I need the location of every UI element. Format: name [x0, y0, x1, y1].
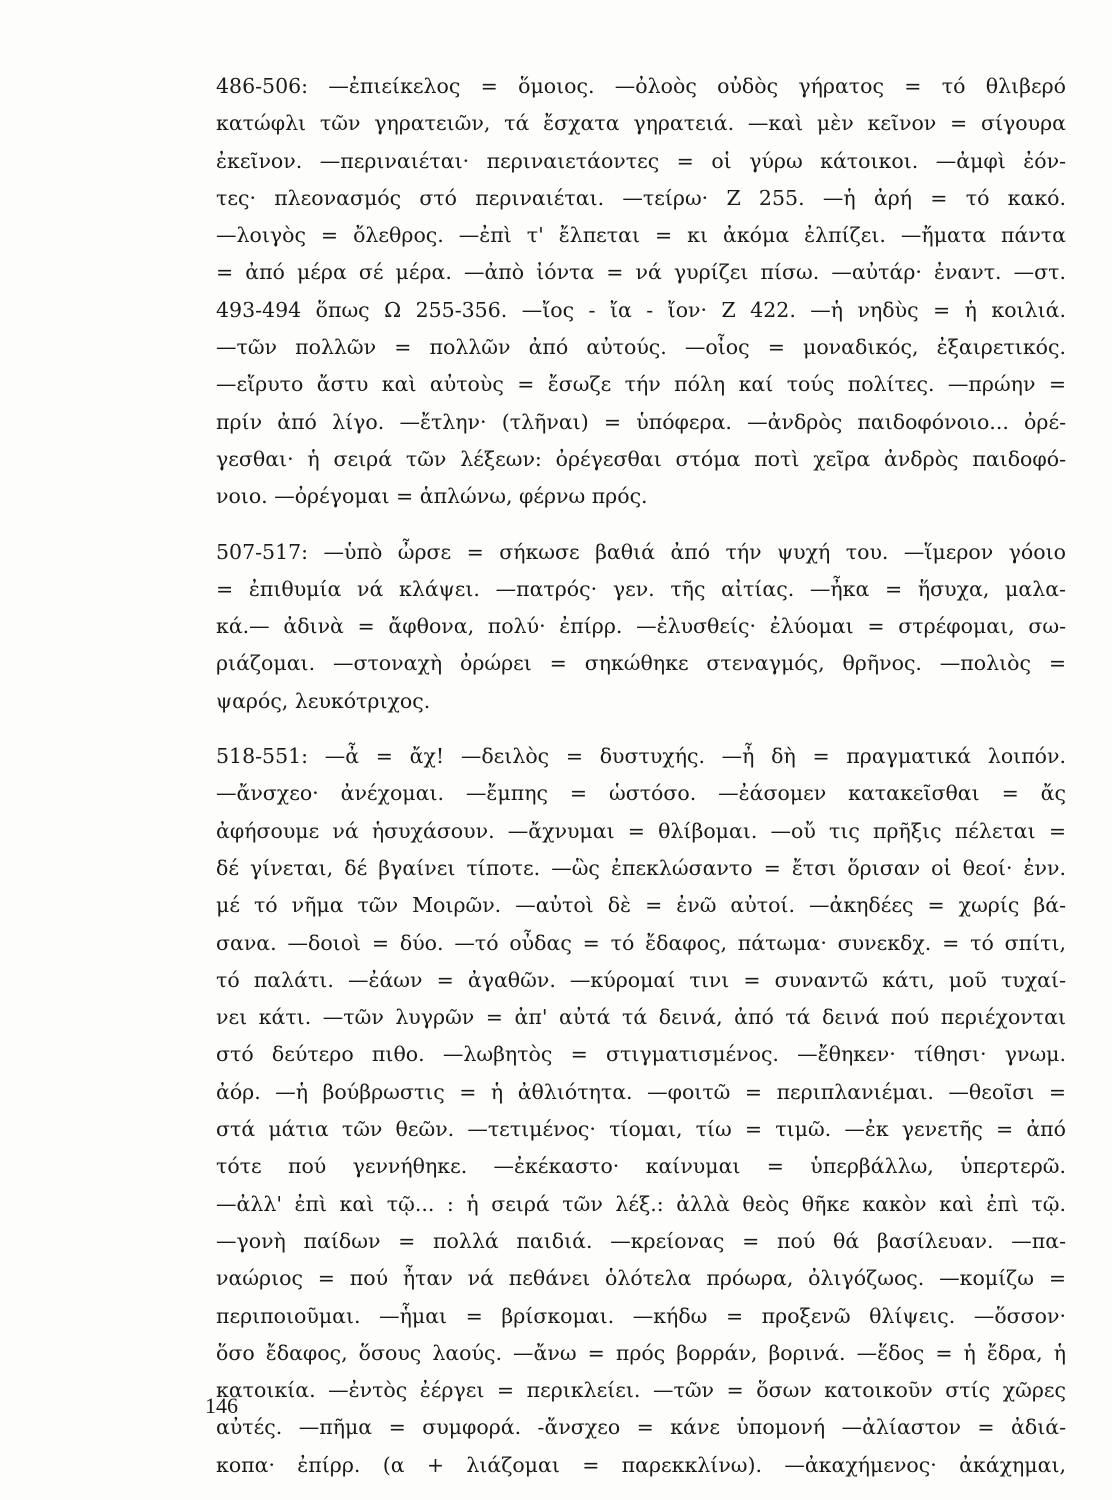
text-line: ἀφήσουμε νά ἡσυχάσουν. —ἄχνυμαι = θλίβομαι. —οὔ τις πρῆξις πέλεται = — [216, 818, 1066, 843]
text-line: 507-517: —ὑπὸ ὦρσε = σήκωσε βαθιά ἀπό τήν ψυχή του. —ἵμερον γόοιο — [216, 539, 1066, 564]
text-line: κά.— ἀδινὰ = ἄφθονα, πολύ· ἐπίρρ. —ἐλυσθείς· ἐλύομαι = στρέφομαι, σω- — [216, 614, 1066, 639]
text-line: ναώριος = πού ἦταν νά πεθάνει ὁλότελα πρόωρα, ὀλιγόζωος. —κομίζω = — [216, 1266, 1066, 1291]
text-line: πρίν ἀπό λίγο. —ἔτλην· (τλῆναι) = ὑπόφερα. —ἀνδρὸς παιδοφόνοιο... ὀρέ- — [216, 409, 1066, 434]
text-line: δέ γίνεται, δέ βγαίνει τίποτε. —ὣς ἐπεκλώσαντο = ἔτσι ὅρισαν οἱ θεοί· ἐνν. — [216, 855, 1066, 880]
text-line: 518-551: —ἆ = ἄχ! —δειλὸς = δυστυχής. —ἦ δὴ = πραγματικά λοιπόν. — [216, 744, 1066, 769]
text-line: —εἴρυτο ἄστυ καὶ αὐτοὺς = ἔσωζε τήν πόλη καί τούς πολίτες. —πρώην = — [216, 372, 1066, 397]
text-line: —ἄνσχεο· ἀνέχομαι. —ἔμπης = ὡστόσο. —ἐάσομεν κατακεῖσθαι = ἄς — [216, 781, 1066, 806]
text-line: τότε πού γεννήθηκε. —ἐκέκαστο· καίνυμαι = ὑπερβάλλω, ὑπερτερῶ. — [216, 1154, 1066, 1179]
text-line: ψαρός, λευκότριχος. — [216, 688, 431, 713]
text-line: —τῶν πολλῶν = πολλῶν ἀπό αὐτούς. —οἶος = μοναδικός, ἐξαιρετικός. — [216, 335, 1066, 360]
commentary-text — [216, 68, 1066, 1484]
text-line: νει κάτι. —τῶν λυγρῶν = ἀπ' αὐτά τά δεινά, ἀπό τά δεινά πού περιέχονται — [216, 1005, 1066, 1030]
text-line: —γονὴ παίδων = πολλά παιδιά. —κρείονας = πού θά βασίλευαν. —πα- — [216, 1228, 1066, 1253]
text-line: —λοιγὸς = ὄλεθρος. —ἐπὶ τ' ἔλπεται = κι ἀκόμα ἐλπίζει. —ἤματα πάντα — [216, 223, 1066, 248]
text-line: στό δεύτερο πιθο. —λωβητὸς = στιγματισμένος. —ἔθηκεν· τίθησι· γνωμ. — [216, 1042, 1066, 1067]
text-line: γεσθαι· ἡ σειρά τῶν λέξεων: ὀρέγεσθαι στόμα ποτὶ χεῖρα ἀνδρὸς παιδοφό- — [216, 446, 1066, 471]
text-line: σανα. —δοιοὶ = δύο. —τό οὖδας = τό ἔδαφος, πάτωμα· συνεκδχ. = τό σπίτι, — [216, 930, 1066, 955]
text-line: τό παλάτι. —ἐάων = ἀγαθῶν. —κύρομαί τινι = συναντῶ κάτι, μοῦ τυχαί- — [216, 967, 1066, 992]
text-line: κατοικία. —ἐντὸς ἐέργει = περικλείει. —τῶν = ὅσων κατοικοῦν στίς χῶρες — [216, 1378, 1066, 1403]
text-line: ἀόρ. —ἡ βούβρωστις = ἡ ἀθλιότητα. —φοιτῶ = περιπλανιέμαι. —θεοῖσι = — [216, 1079, 1066, 1104]
text-line: τες· πλεονασμός στό περιναιέται. —τείρω· Ζ 255. —ἡ ἀρή = τό κακό. — [216, 185, 1066, 210]
text-line: ριάζομαι. —στοναχὴ ὀρώρει = σηκώθηκε στεναγμός, θρῆνος. —πολιὸς = — [216, 651, 1066, 676]
page-number: 146 — [205, 1393, 238, 1418]
paragraph-486-506 — [216, 68, 1066, 516]
text-line: —ἀλλ' ἐπὶ καὶ τῷ... : ἡ σειρά τῶν λέξ.: ἀλλὰ θεὸς θῆκε κακὸν καὶ ἐπὶ τῷ. — [216, 1191, 1066, 1216]
text-line: = ἀπό μέρα σέ μέρα. —ἀπὸ ἰόντα = νά γυρίζει πίσω. —αὐτάρ· ἐναντ. —στ. — [216, 260, 1066, 285]
text-line: κοπα· ἐπίρρ. (α + λιάζομαι = παρεκκλίνω). —ἀκαχήμενος· ἀκάχημαι, — [216, 1452, 1066, 1477]
text-line: 486-506: —ἐπιείκελος = ὅμοιος. —ὀλοὸς οὐδὸς γήρατος = τό θλιβερό — [216, 74, 1066, 98]
text-line: περιποιοῦμαι. —ἧμαι = βρίσκομαι. —κήδω = προξενῶ θλίψεις. —ὅσσον· — [216, 1303, 1066, 1328]
paragraph-518-551 — [216, 738, 1066, 1484]
text-line: ὅσο ἔδαφος, ὅσους λαούς. —ἄνω = πρός βορράν, βορινά. —ἕδος = ἡ ἔδρα, ἡ — [216, 1340, 1066, 1365]
text-line: μέ τό νῆμα τῶν Μοιρῶν. —αὐτοὶ δὲ = ἐνῶ αὐτοί. —ἀκηδέες = χωρίς βά- — [216, 893, 1066, 918]
text-line: αὐτές. —πῆμα = συμφορά. -ἄνσχεο = κάνε ὑπομονή —ἀλίαστον = ἀδιά- — [216, 1415, 1066, 1440]
paragraph-507-517 — [216, 534, 1066, 720]
text-line: στά μάτια τῶν θεῶν. —τετιμένος· τίομαι, τίω = τιμῶ. —ἐκ γενετῆς = ἀπό — [216, 1117, 1066, 1142]
text-line: νοιο. —ὀρέγομαι = ἁπλώνω, φέρνω πρός. — [216, 484, 648, 509]
text-line: = ἐπιθυμία νά κλάψει. —πατρός· γεν. τῆς αἰτίας. —ἦκα = ἥσυχα, μαλα- — [216, 576, 1066, 601]
text-line: ἐκεῖνον. —περιναιέται· περιναιετάοντες = οἱ γύρω κάτοικοι. —ἀμφὶ ἐόν- — [216, 148, 1066, 173]
text-line: 493-494 ὅπως Ω 255-356. —ἴος - ἴα - ἴον· Ζ 422. —ἡ νηδὺς = ἡ κοιλιά. — [216, 297, 1066, 322]
text-line: κατώφλι τῶν γηρατειῶν, τά ἔσχατα γηρατειά. —καὶ μὲν κεῖνον = σίγουρα — [216, 111, 1066, 136]
